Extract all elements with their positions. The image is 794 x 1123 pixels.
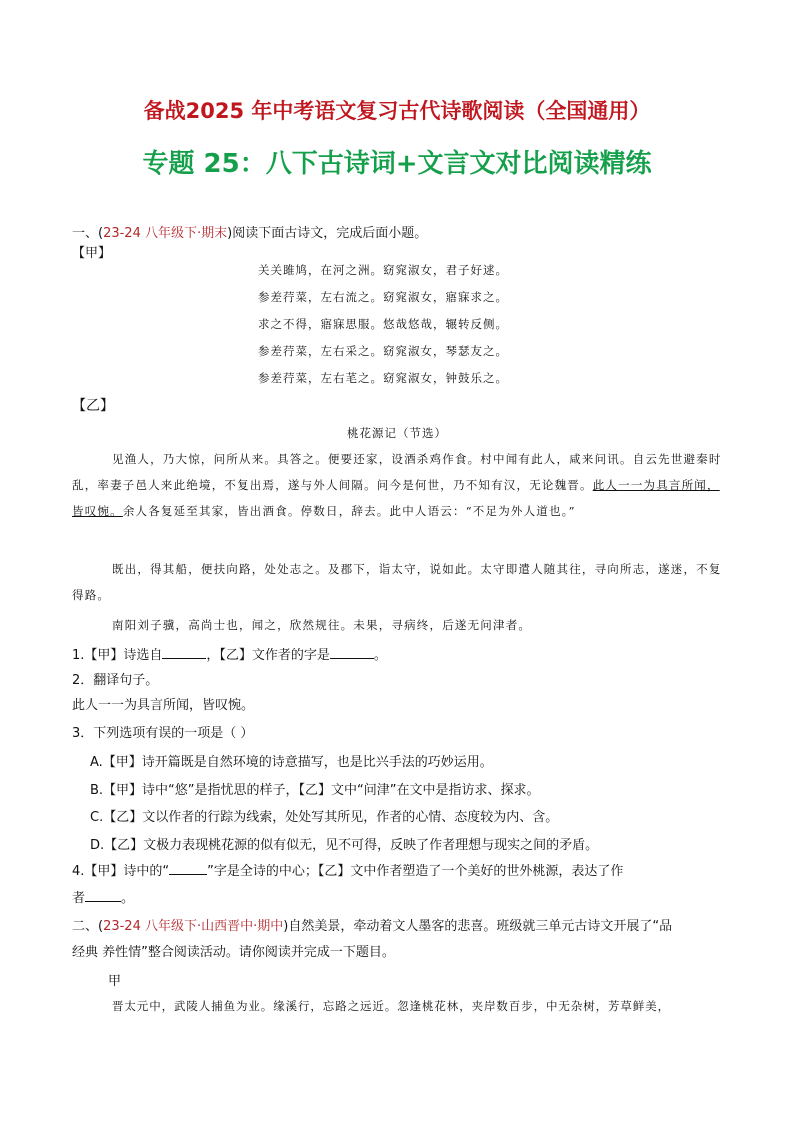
option-d: D.【乙】文极力表现桃花源的似有似无，见不可得，反映了作者理想与现实之间的矛盾。 [90, 838, 599, 853]
section2-text-line2: 经典 养性情”整合阅读活动。请你阅读并完成一下题目。 [72, 945, 395, 960]
question-4-continued [72, 887, 732, 906]
section2-text-line1: )自然美景，牵动着文人墨客的悲喜。班级就三单元古诗文开展了“品 [283, 919, 673, 934]
poem-line: 参差荇菜，左右芼之。窈窕淑女，钟鼓乐之。 [258, 371, 508, 385]
option-b: B.【甲】诗中“悠”是指忧思的样子，【乙】文中“问津”在文中是指访求、探求。 [90, 783, 540, 798]
section1-prefix: 一、( [72, 226, 104, 241]
passage-paragraph-1 [72, 446, 732, 524]
answer-blank[interactable] [169, 860, 207, 875]
question-1 [72, 644, 732, 663]
section1-source: 23-24 八年级下·期末 [103, 226, 228, 241]
passage-paragraph-2: 既出，得其船，便扶向路，处处志之。及郡下，诣太守，说如此。太守即遣人随其往，寻向所志，遂迷，不复得路。 [72, 562, 722, 602]
question-2-sentence: 此人一一为具言所闻，皆叹惋。 [72, 698, 255, 713]
underlined-sentence: 此人一一为具言所闻，皆叹惋。 [72, 478, 720, 518]
document-title: 备战2025 年中考语文复习古代诗歌阅读（全国通用） [143, 99, 651, 123]
q4-text-c: 者 [72, 891, 86, 906]
question-3: 3．下列选项有误的一项是（ ） [72, 726, 254, 741]
document-subtitle: 专题 25：八下古诗词+文言文对比阅读精练 [142, 149, 652, 179]
poem-line: 关关雎鸠，在河之洲。窈窕淑女，君子好逑。 [258, 263, 508, 277]
answer-blank[interactable] [162, 644, 206, 659]
passage-title: 桃花源记（节选） [347, 426, 447, 440]
section1-heading [72, 224, 732, 244]
label-jia: 【甲】 [72, 246, 112, 261]
q4-text-a: 4.【甲】诗中的“ [72, 864, 170, 879]
section2-source: 23-24 八年级下·山西晋中·期中 [103, 919, 284, 934]
q1-text-c: 。 [373, 648, 387, 663]
section2-label-jia: 甲 [108, 974, 122, 989]
q4-text-d: 。 [121, 891, 135, 906]
poem-line: 参差荇菜，左右采之。窈窕淑女，琴瑟友之。 [258, 344, 508, 358]
para1-text-b: 余人各复延至其家，皆出酒食。停数日，辞去。此中人语云：“不足为外人道也。” [122, 504, 576, 518]
q1-text-b: ，【乙】文作者的字是 [206, 648, 330, 663]
poem-line: 参差荇菜，左右流之。窈窕淑女，寤寐求之。 [258, 290, 508, 304]
question-2: 2．翻译句子。 [72, 673, 159, 688]
para1-text-a: 见渔人，乃大惊，问所从来。具答之。便要还家，设酒杀鸡作食。村中闻有此人，咸来问讯。自云先世避秦时乱，率妻子邑人来此绝境，不复出焉，遂与外人间隔。问今是何世，乃不知有汉，无论魏晋。 [72, 452, 722, 492]
passage-paragraph-3: 南阳刘子骥，高尚士也，闻之，欣然规往。未果，寻病终，后遂无问津者。 [112, 618, 532, 632]
section2-paragraph: 晋太元中，武陵人捕鱼为业。缘溪行，忘路之远近。忽逢桃花林，夹岸数百步，中无杂树，芳草鲜美， [112, 999, 670, 1013]
label-yi: 【乙】 [72, 398, 114, 414]
answer-blank[interactable] [330, 644, 374, 659]
option-a: A.【甲】诗开篇既是自然环境的诗意描写，也是比兴手法的巧妙运用。 [90, 755, 493, 770]
q1-text-a: 1.【甲】诗选自 [72, 648, 163, 663]
poem-line: 求之不得，寤寐思服。悠哉悠哉，辗转反侧。 [258, 317, 508, 331]
section2-prefix: 二、( [72, 919, 104, 934]
section2-heading [72, 915, 732, 934]
question-4 [72, 860, 732, 879]
option-c: C.【乙】文以作者的行踪为线索，处处写其所见，作者的心情、态度较为内、含。 [90, 810, 559, 825]
q4-text-b: ”字是全诗的中心；【乙】文中作者塑造了一个美好的世外桃源，表达了作 [207, 864, 624, 879]
answer-blank[interactable] [85, 887, 121, 902]
section1-instruction: )阅读下面古诗文，完成后面小题。 [227, 226, 428, 241]
